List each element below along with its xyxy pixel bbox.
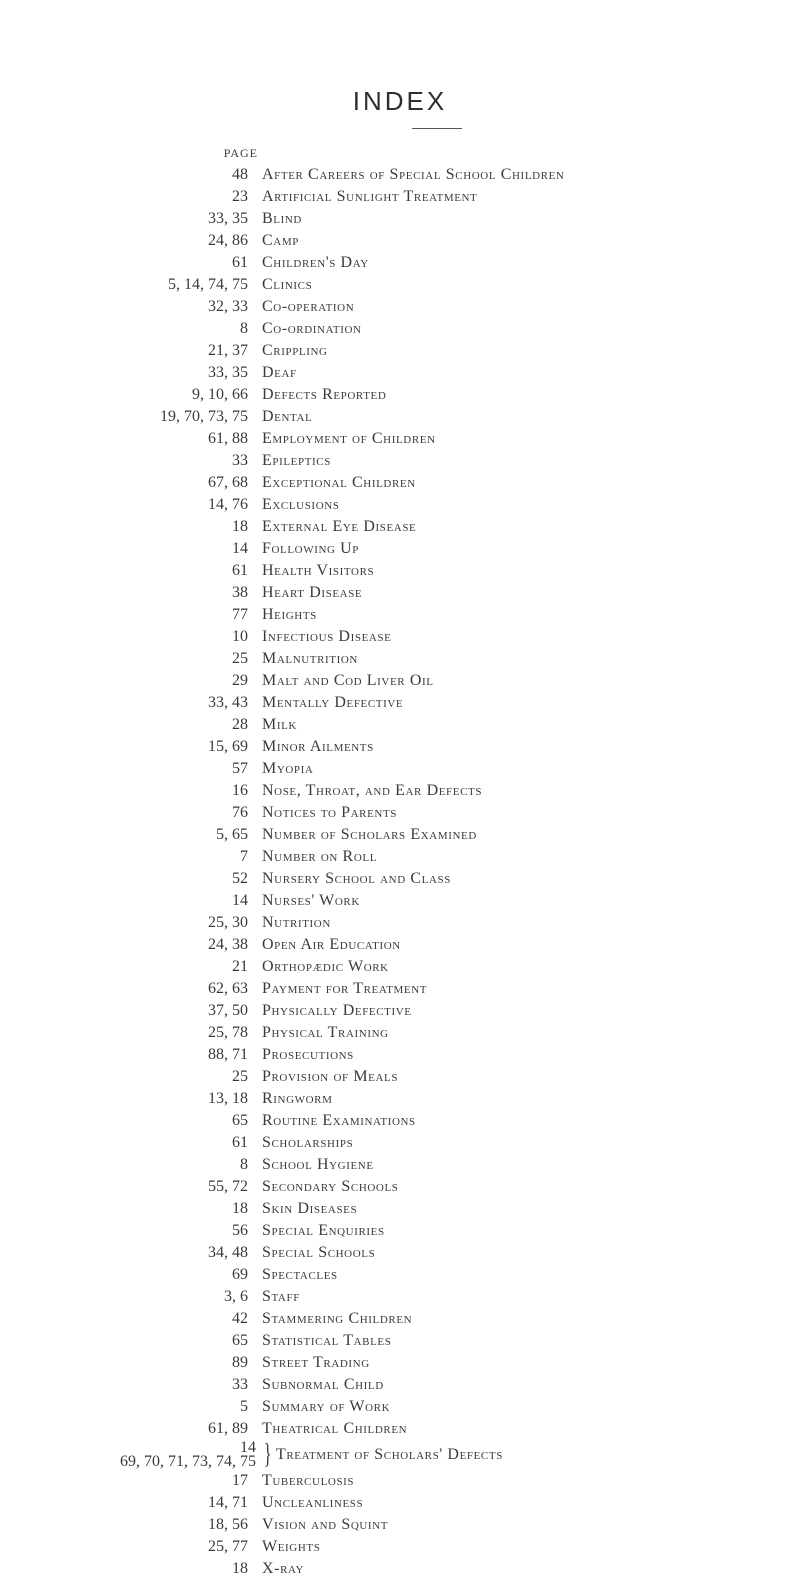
index-entry [0,1154,800,1176]
entry-topic: Exclusions [262,496,340,513]
entry-pages: 61 [232,254,248,271]
entry-topic: Exceptional Children [262,474,416,491]
entry-pages: 17 [232,1472,248,1489]
entry-pages-line-1: 14 [240,1439,256,1456]
entry-pages: 25, 78 [208,1024,248,1041]
entry-topic: Treatment of Scholars' Defects [276,1446,503,1463]
entry-pages: 33, 35 [208,364,248,381]
index-entry [0,758,800,780]
entry-topic: Number of Scholars Examined [262,826,477,843]
entry-topic: Weights [262,1538,321,1555]
index-entry [0,582,800,604]
index-entry [0,956,800,978]
index-entry [0,318,800,340]
entry-pages: 56 [232,1222,248,1239]
entry-pages: 34, 48 [208,1244,248,1261]
index-entry [0,252,800,274]
entry-pages: 24, 38 [208,936,248,953]
entry-pages: 28 [232,716,248,733]
index-entry [0,714,800,736]
index-entry [0,1110,800,1132]
entry-topic: Subnormal Child [262,1376,384,1393]
entry-topic: Statistical Tables [262,1332,392,1349]
index-entry [0,1022,800,1044]
index-entry [0,428,800,450]
entry-topic: Nursery School and Class [262,870,451,887]
entry-topic: Malnutrition [262,650,358,667]
entry-topic: Tuberculosis [262,1472,355,1489]
index-entry [0,230,800,252]
index-entry [0,802,800,824]
entry-pages: 57 [232,760,248,777]
index-entry [0,362,800,384]
entry-topic: Theatrical Children [262,1420,408,1437]
index-entry [0,1558,800,1580]
entry-pages: 3, 6 [224,1288,248,1305]
index-entry [0,1132,800,1154]
entry-topic: Spectacles [262,1266,338,1283]
entry-topic: Payment for Treatment [262,980,428,997]
entry-topic: Physical Training [262,1024,389,1041]
entry-pages: 21 [232,958,248,975]
index-entry [0,1418,800,1440]
entry-pages: 33, 43 [208,694,248,711]
index-entry [0,890,800,912]
entry-topic: Physically Defective [262,1002,412,1019]
entry-pages: 61, 88 [208,430,248,447]
entry-topic: Nose, Throat, and Ear Defects [262,782,483,799]
entry-topic: Mentally Defective [262,694,404,711]
index-entry [0,1198,800,1220]
entry-topic: Special Schools [262,1244,376,1261]
index-entry [0,472,800,494]
entry-topic: Employment of Children [262,430,436,447]
entry-topic: Defects Reported [262,386,387,403]
entry-topic: Street Trading [262,1354,370,1371]
entry-pages: 61 [232,1134,248,1151]
entry-pages: 65 [232,1332,248,1349]
index-title: INDEX [352,86,448,116]
entry-topic: Vision and Squint [262,1516,389,1533]
index-entry [0,648,800,670]
entry-topic: Health Visitors [262,562,375,579]
entry-pages: 77 [232,606,248,623]
index-entry [0,978,800,1000]
index-entry [0,1264,800,1286]
entry-topic: Children's Day [262,254,369,271]
entry-topic: Minor Ailments [262,738,374,755]
entry-topic: Malt and Cod Liver Oil [262,672,434,689]
entry-topic: Scholarships [262,1134,354,1151]
index-entry [0,274,800,296]
index-entry [0,692,800,714]
index-entry [0,670,800,692]
index-entry [0,1176,800,1198]
entry-pages: 37, 50 [208,1002,248,1019]
index-entry [0,1396,800,1418]
entry-pages: 18, 56 [208,1516,248,1533]
entry-topic: Deaf [262,364,297,381]
entry-pages: 15, 69 [208,738,248,755]
entry-pages: 16 [232,782,248,799]
entry-pages: 14 [232,540,248,557]
entry-pages: 69 [232,1266,248,1283]
index-entry [0,780,800,802]
entry-pages: 42 [232,1310,248,1327]
index-entry [0,626,800,648]
entry-pages: 32, 33 [208,298,248,315]
entry-pages: 18 [232,1200,248,1217]
index-list [0,164,800,1580]
entry-pages: 8 [240,1156,248,1173]
index-entry [0,1308,800,1330]
index-entry [0,1492,800,1514]
entry-topic: Dental [262,408,313,425]
entry-topic: Heart Disease [262,584,363,601]
entry-pages: 5 [240,1398,248,1415]
index-entry [0,1514,800,1536]
entry-pages: 67, 68 [208,474,248,491]
entry-topic: Open Air Education [262,936,401,953]
index-entry [0,494,800,516]
index-entry [0,1220,800,1242]
entry-pages: 48 [232,166,248,183]
entry-topic: Prosecutions [262,1046,354,1063]
index-entry [0,1470,800,1492]
entry-pages: 9, 10, 66 [192,386,248,403]
entry-pages: 5, 65 [216,826,248,843]
entry-topic: Provision of Meals [262,1068,399,1085]
entry-topic: School Hygiene [262,1156,374,1173]
index-entry [0,1066,800,1088]
entry-pages: 33, 35 [208,210,248,227]
entry-pages: 29 [232,672,248,689]
entry-topic: Summary of Work [262,1398,391,1415]
entry-pages: 25 [232,1068,248,1085]
entry-topic: Blind [262,210,302,227]
entry-pages: 10 [232,628,248,645]
entry-topic: Skin Diseases [262,1200,358,1217]
index-entry [0,1286,800,1308]
entry-pages-line-2: 69, 70, 71, 73, 74, 75 [120,1453,256,1470]
entry-pages: 8 [240,320,248,337]
index-entry [0,1044,800,1066]
entry-pages: 14, 71 [208,1494,248,1511]
brace-icon: } [263,1439,272,1470]
entry-topic: Ringworm [262,1090,333,1107]
index-entry [0,186,800,208]
index-entry [0,1536,800,1558]
entry-pages: 14 [232,892,248,909]
index-entry [0,1088,800,1110]
entry-topic: Infectious Disease [262,628,392,645]
entry-topic: Nutrition [262,914,331,931]
entry-pages: 62, 63 [208,980,248,997]
index-entry [0,450,800,472]
entry-pages: 25, 77 [208,1538,248,1555]
entry-pages: 61, 89 [208,1420,248,1437]
index-entry [0,736,800,758]
entry-pages: 5, 14, 74, 75 [168,276,248,293]
index-entry [0,1000,800,1022]
entry-topic: Number on Roll [262,848,378,865]
entry-pages: 52 [232,870,248,887]
index-entry [0,934,800,956]
index-entry [0,1242,800,1264]
entry-pages: 55, 72 [208,1178,248,1195]
entry-pages: 65 [232,1112,248,1129]
entry-topic: Camp [262,232,299,249]
entry-pages: 18 [232,1560,248,1577]
entry-topic: Special Enquiries [262,1222,385,1239]
entry-topic: Crippling [262,342,328,359]
entry-pages: 23 [232,188,248,205]
index-entry [0,560,800,582]
index-entry-grouped [0,1440,800,1470]
entry-topic: After Careers of Special School Children [262,166,565,183]
entry-pages: 61 [232,562,248,579]
entry-topic: Stammering Children [262,1310,413,1327]
index-entry [0,912,800,934]
entry-pages: 14, 76 [208,496,248,513]
entry-topic: Following Up [262,540,360,557]
entry-topic: External Eye Disease [262,518,417,535]
index-entry [0,1374,800,1396]
entry-pages: 7 [240,848,248,865]
index-entry [0,296,800,318]
entry-pages: 18 [232,518,248,535]
entry-topic: Milk [262,716,297,733]
index-entry [0,538,800,560]
index-entry [0,208,800,230]
entry-pages: 38 [232,584,248,601]
entry-topic: Nurses' Work [262,892,360,909]
entry-topic: Heights [262,606,317,623]
entry-topic: Notices to Parents [262,804,397,821]
entry-pages: 88, 71 [208,1046,248,1063]
index-entry [0,384,800,406]
entry-topic: X-ray [262,1560,305,1577]
index-entry [0,164,800,186]
entry-topic: Artificial Sunlight Treatment [262,188,478,205]
entry-topic: Epileptics [262,452,331,469]
entry-pages: 33 [232,1376,248,1393]
entry-topic: Routine Examinations [262,1112,416,1129]
index-entry [0,340,800,362]
entry-topic: Myopia [262,760,314,777]
index-entry [0,604,800,626]
entry-topic: Co-operation [262,298,355,315]
index-entry [0,1352,800,1374]
entry-pages: 19, 70, 73, 75 [160,408,248,425]
entry-topic: Uncleanliness [262,1494,364,1511]
entry-pages: 89 [232,1354,248,1371]
entry-topic: Staff [262,1288,300,1305]
index-entry [0,868,800,890]
entry-pages: 24, 86 [208,232,248,249]
entry-topic: Secondary Schools [262,1178,399,1195]
entry-pages: 76 [232,804,248,821]
entry-pages: 25, 30 [208,914,248,931]
entry-topic: Clinics [262,276,313,293]
entry-pages: 13, 18 [208,1090,248,1107]
entry-pages: 25 [232,650,248,667]
index-entry [0,824,800,846]
entry-topic: Orthopædic Work [262,958,389,975]
index-entry [0,516,800,538]
title-rule [412,128,462,129]
index-entry [0,846,800,868]
index-entry [0,1330,800,1352]
page-column-header: PAGE [223,146,258,160]
entry-pages [0,1441,262,1469]
entry-topic: Co-ordination [262,320,362,337]
entry-pages: 33 [232,452,248,469]
entry-pages: 21, 37 [208,342,248,359]
index-entry [0,406,800,428]
